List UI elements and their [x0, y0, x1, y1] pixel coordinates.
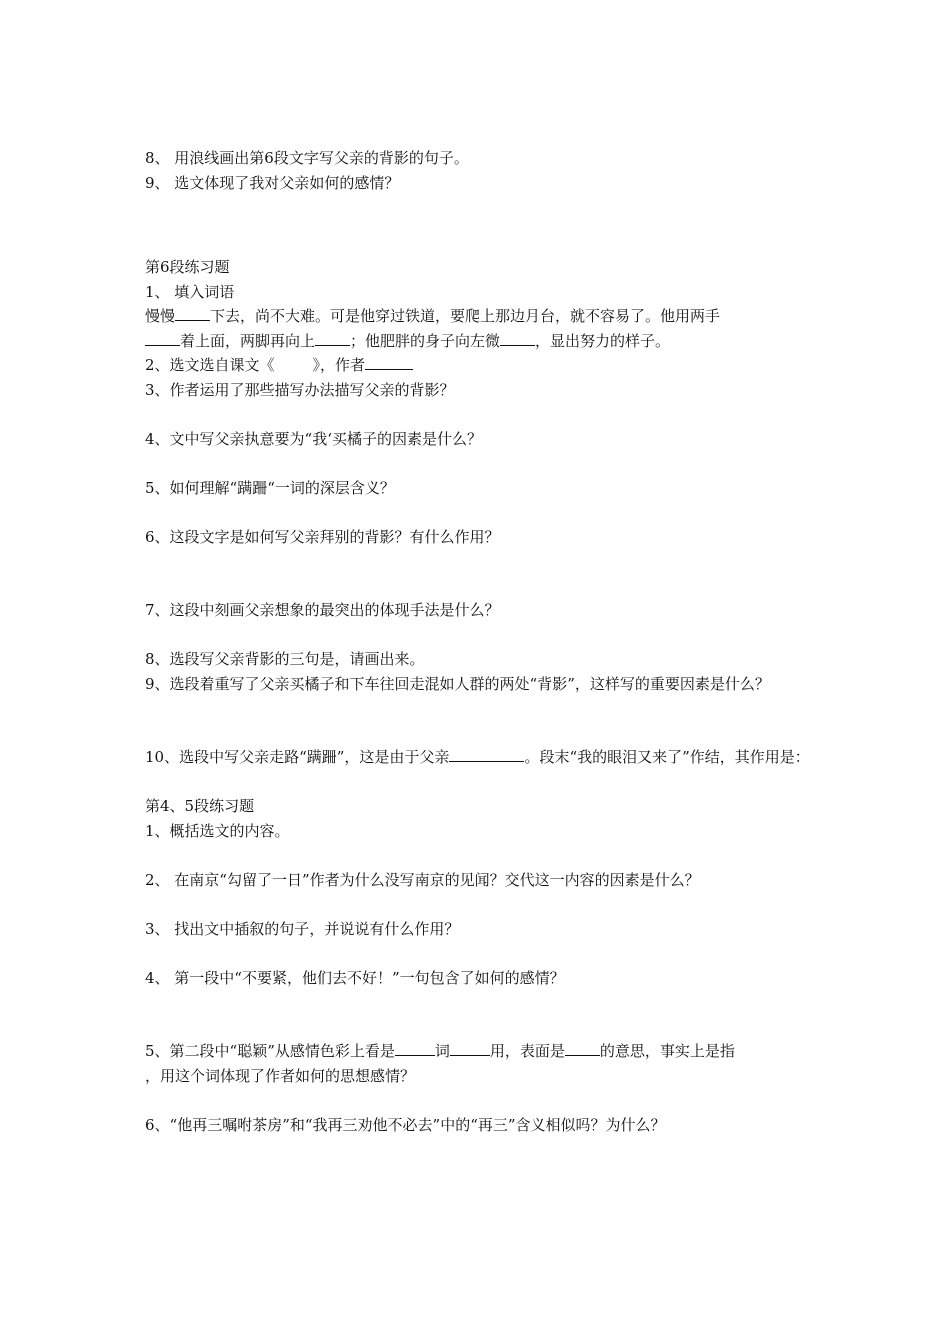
- document-page: [145, 146, 825, 1137]
- fill-blank[interactable]: [395, 1039, 435, 1056]
- s45-question-4: 4、 第一段中“不要紧，他们去不好！”一句包含了如何的感情？: [145, 968, 565, 987]
- section-45-title: 第4、5段练习题: [145, 797, 255, 815]
- s6-question-6: 6、这段文字是如何写父亲拜别的背影？有什么作用？: [145, 527, 500, 546]
- fill-blank[interactable]: [565, 1039, 600, 1056]
- s45-question-6: 6、“他再三嘱咐茶房”和“我再三劝他不必去”中的“再三”含义相似吗？为什么？: [145, 1115, 666, 1134]
- s6-question-10: 10、选段中写父亲走路“蹒跚”，这是由于父亲 。段末“我的眼泪又来了”作结，其作用是：: [145, 745, 825, 770]
- fill-blank[interactable]: [315, 329, 350, 346]
- s6-question-9: 9、选段着重写了父亲买橘子和下车往回走混如人群的两处“背影”，这样写的重要因素是什么？: [145, 674, 770, 693]
- fill-blank[interactable]: [449, 745, 524, 762]
- section-6-title: 第6段练习题: [145, 258, 230, 276]
- s45-question-3: 3、 找出文中插叙的句子，并说说有什么作用？: [145, 919, 460, 938]
- question-8-top: 8、 用浪线画出第6段文字写父亲的背影的句子。: [145, 149, 469, 167]
- s45-question-2: 2、 在南京“勾留了一日”作者为什么没写南京的见闻？交代这一内容的因素是什么？: [145, 870, 700, 889]
- fill-blank[interactable]: [365, 353, 413, 370]
- fill-blank[interactable]: [500, 329, 535, 346]
- fill-blank[interactable]: [450, 1039, 490, 1056]
- s45-question-1: 1、概括选文的内容。: [145, 821, 290, 840]
- s6-question-4: 4、文中写父亲执意要为“我‘买橘子的因素是什么？: [145, 429, 482, 448]
- s6-question-8: 8、选段写父亲背影的三句是，请画出来。: [145, 650, 425, 668]
- fill-blank[interactable]: [175, 304, 210, 321]
- s6-question-5: 5、如何理解“蹒跚“一词的深层含义？: [145, 478, 395, 497]
- s6-question-3: 3、作者运用了那些描写办法描写父亲的背影？: [145, 380, 455, 399]
- s6-fill-line-1: 慢慢 下去，尚不大难。可是他穿过铁道，要爬上那边月台，就不容易了。他用两手: [145, 304, 825, 329]
- s6-question-7: 7、这段中刻画父亲想象的最突出的体现手法是什么？: [145, 601, 500, 619]
- s45-question-5-line-1: 5、第二段中“聪颖”从感情色彩上看是 词 用，表面是 的意思，事实上是指: [145, 1039, 825, 1064]
- question-9-top: 9、 选文体现了我对父亲如何的感情？: [145, 173, 400, 192]
- fill-blank[interactable]: [145, 329, 180, 346]
- s6-fill-line-2: 着上面，两脚再向上 ；他肥胖的身子向左微 ，显出努力的样子。: [145, 329, 825, 354]
- s45-question-5-line-2: ，用这个词体现了作者如何的思想感情？: [145, 1066, 416, 1085]
- s6-question-2: 2、选文选自课文《 》，作者: [145, 353, 825, 378]
- s6-question-1: 1、 填入词语: [145, 282, 235, 301]
